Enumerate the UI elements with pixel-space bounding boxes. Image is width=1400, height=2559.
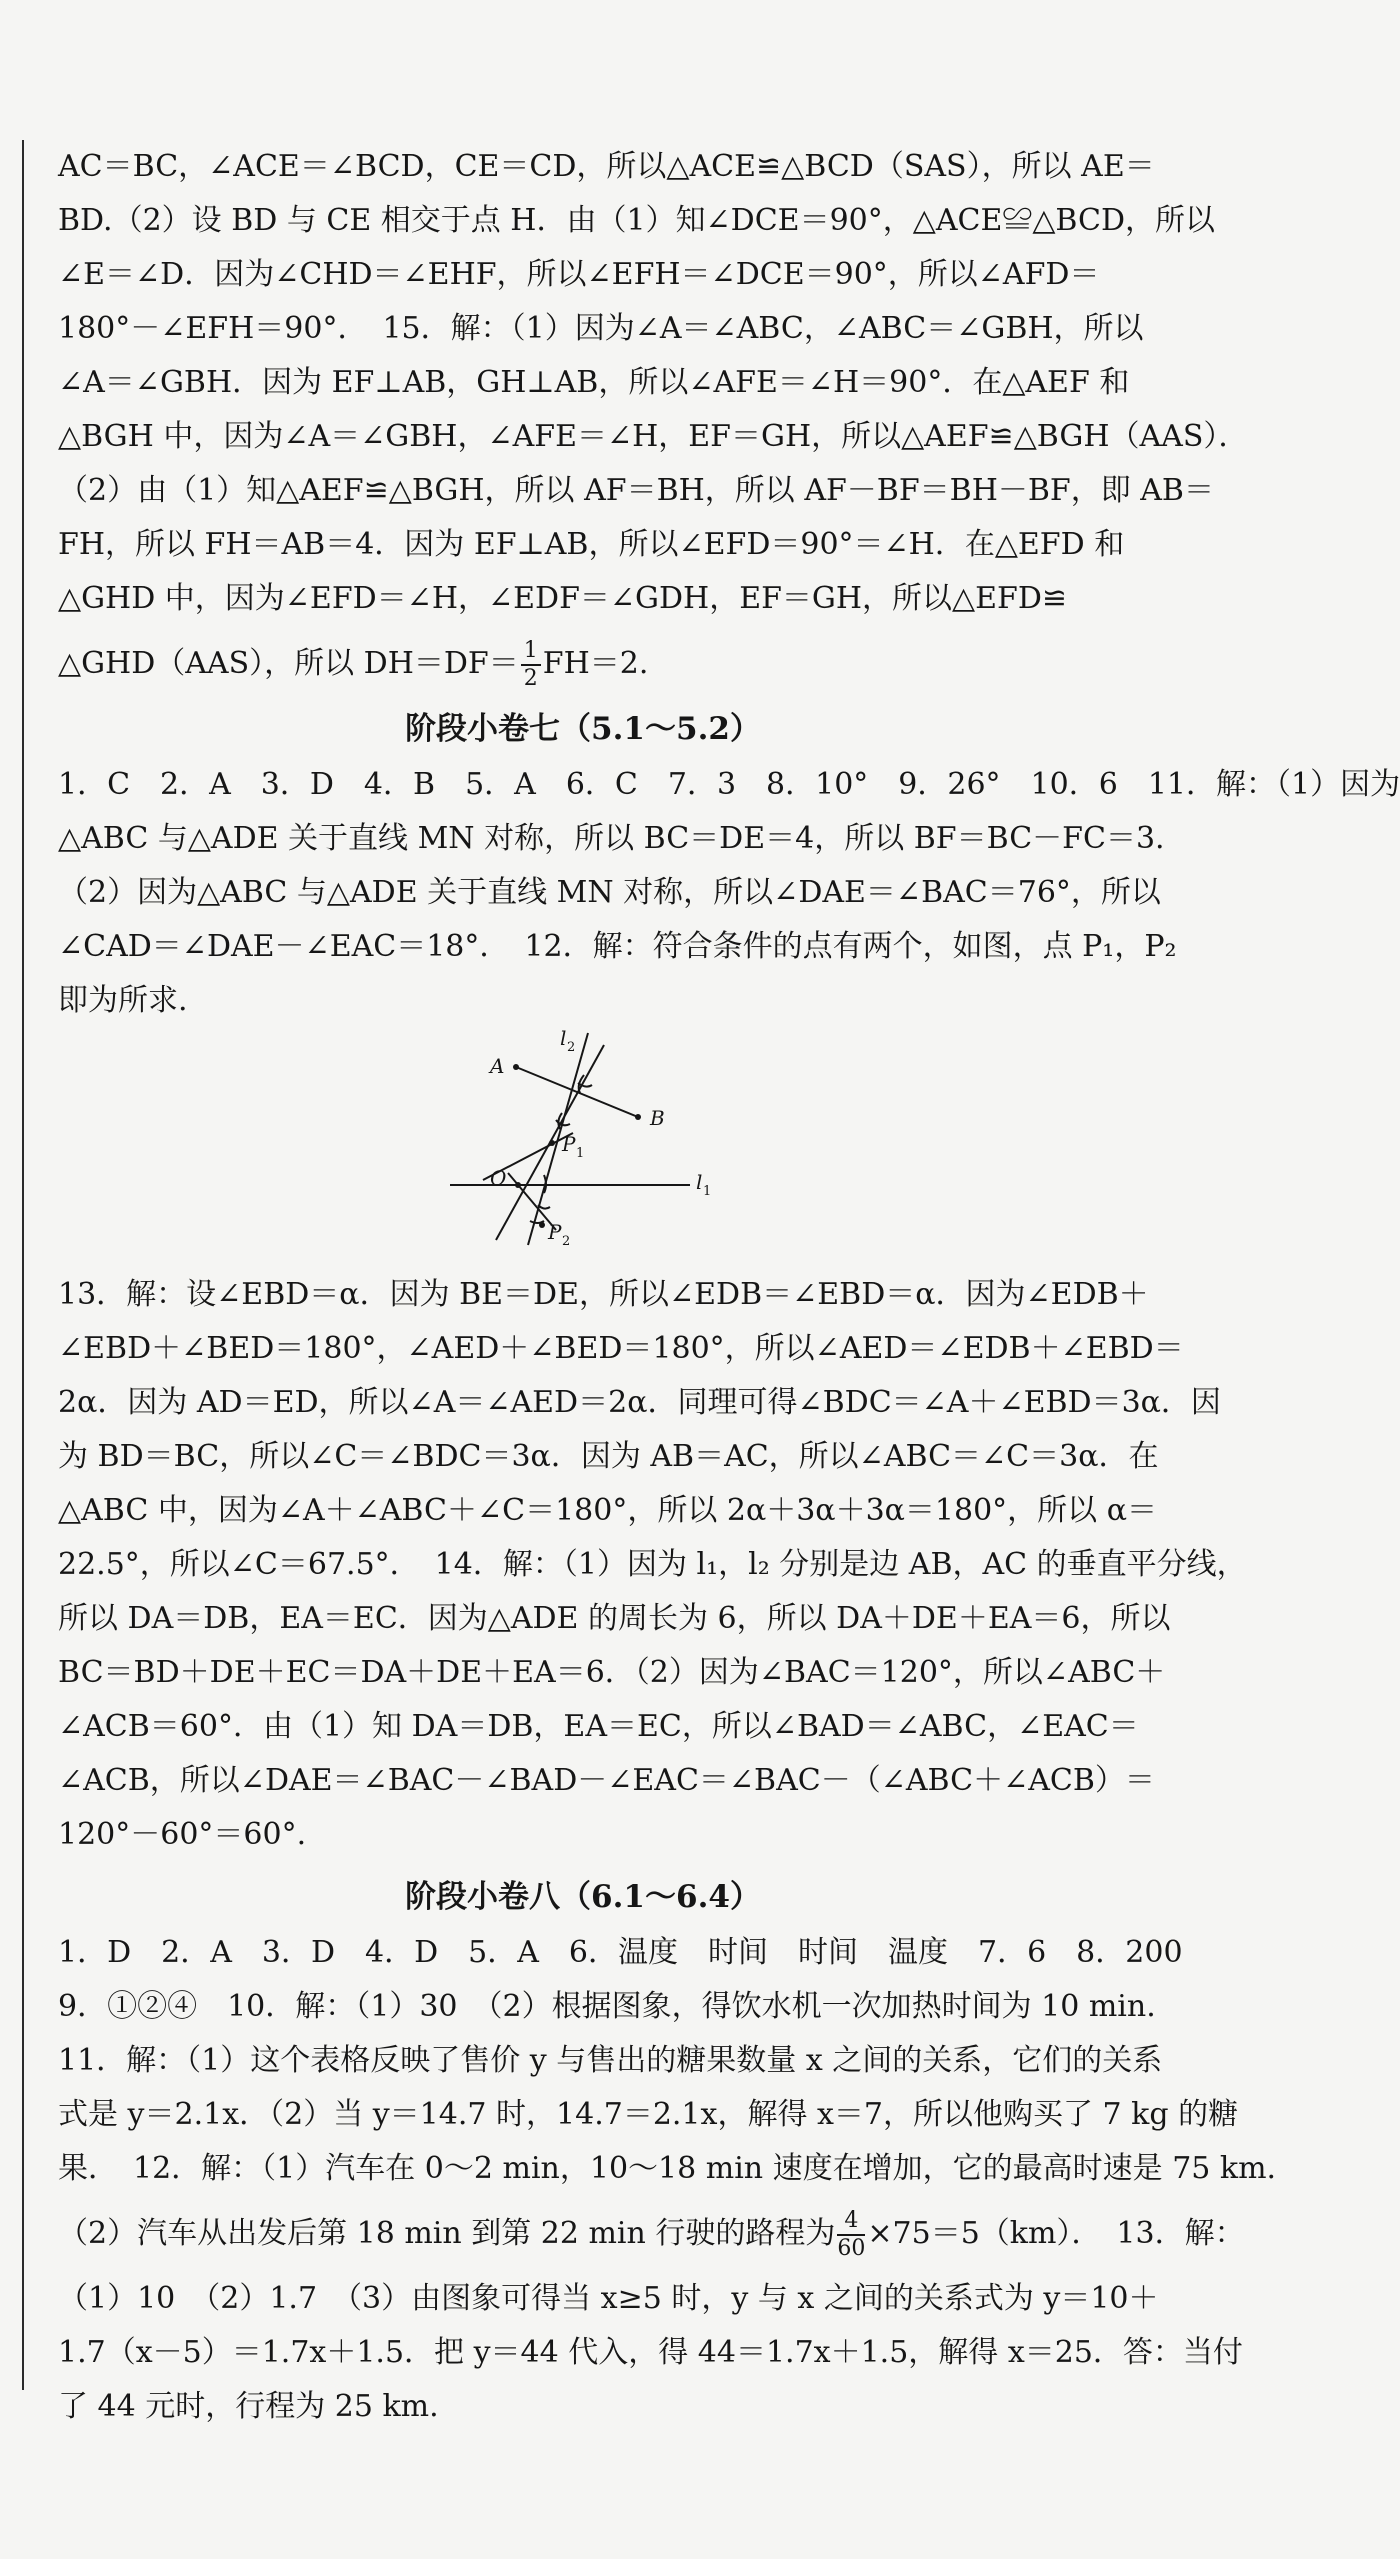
fraction: [837, 2208, 865, 2262]
fraction-denominator: 60: [837, 2236, 866, 2261]
line-l2: [528, 1033, 588, 1245]
text-segment: ×75＝5（km）． 13．解：: [867, 2216, 1245, 2251]
construction-arc: [538, 1205, 550, 1209]
text-line: 即为所求.: [58, 983, 188, 1018]
text-line: ∠EBD＋∠BED＝180°，∠AED＋∠BED＝180°，所以∠AED＝∠EDB＋∠EBD＝: [58, 1331, 1184, 1366]
margin-rule: [22, 140, 24, 2390]
text-line: 180°－∠EFH＝90°． 15．解：（1）因为∠A＝∠ABC，∠ABC＝∠GBH，所以: [58, 311, 1144, 346]
text-line: FH，所以 FH＝AB＝4．因为 EF⊥AB，所以∠EFD＝90°＝∠H．在△EFD 和: [58, 527, 1125, 562]
text-line: 了 44 元时，行程为 25 km.: [58, 2389, 439, 2424]
text-line: 13．解：设∠EBD＝α．因为 BE＝DE，所以∠EDB＝∠EBD＝α．因为∠EDB＋: [58, 1277, 1149, 1312]
text-line: 9．①②④ 10．解：（1）30 （2）根据图象，得饮水机一次加热时间为 10 min.: [58, 1989, 1156, 2024]
label-b: B: [650, 1106, 665, 1130]
label-p2: P: [548, 1220, 562, 1244]
text-line: 1．C 2．A 3．D 4．B 5．A 6．C 7．3 8．10° 9．26° 10．6 11．解：（1）因为: [58, 767, 1400, 802]
text-line: ∠A＝∠GBH．因为 EF⊥AB，GH⊥AB，所以∠AFE＝∠H＝90°．在△AEF 和: [58, 365, 1130, 400]
section-heading-8: 阶段小卷八（6.1～6.4）: [405, 1879, 761, 1915]
label-p1-sub: 1: [576, 1146, 585, 1161]
text-line-with-fraction: [58, 2196, 1245, 2272]
label-l2-sub: 2: [567, 1040, 576, 1055]
text-line: 120°－60°＝60°.: [58, 1817, 307, 1852]
text-line: △GHD 中，因为∠EFD＝∠H，∠EDF＝∠GDH，EF＝GH，所以△EFD≌: [58, 581, 1068, 616]
text-line: AC＝BC，∠ACE＝∠BCD，CE＝CD，所以△ACE≌△BCD（SAS），所以 AE＝: [58, 149, 1155, 184]
text-line: ∠ACB＝60°．由（1）知 DA＝DB，EA＝EC，所以∠BAD＝∠ABC，∠EAC＝: [58, 1709, 1139, 1744]
text-line: 11．解：（1）这个表格反映了售价 y 与售出的糖果数量 x 之间的关系，它们的关系: [58, 2043, 1163, 2078]
construction-diagram: [438, 1025, 738, 1255]
text-line: 所以 DA＝DB，EA＝EC．因为△ADE 的周长为 6，所以 DA＋DE＋EA＝6，所以: [58, 1601, 1171, 1636]
text-line-with-fraction: [58, 626, 1108, 702]
section-heading-7: 阶段小卷七（5.1～5.2）: [405, 711, 761, 747]
text-segment: △GHD（AAS），所以 DH＝DF＝: [58, 646, 519, 681]
label-l2: l: [560, 1026, 567, 1050]
text-line: ∠CAD＝∠DAE－∠EAC＝18°． 12．解：符合条件的点有两个，如图，点 P₁，P₂: [58, 929, 1177, 964]
text-line: BD.（2）设 BD 与 CE 相交于点 H．由（1）知∠DCE＝90°，△ACE≌△BCD，所以: [58, 203, 1216, 238]
text-line: ∠E＝∠D．因为∠CHD＝∠EHF，所以∠EFH＝∠DCE＝90°，所以∠AFD＝: [58, 257, 1100, 292]
point-b: [635, 1114, 641, 1120]
text-line: BC＝BD＋DE＋EC＝DA＋DE＋EA＝6．（2）因为∠BAC＝120°，所以∠ABC＋: [58, 1655, 1166, 1690]
point-o: [515, 1182, 521, 1188]
answer-block-1: [58, 140, 1249, 702]
fraction-numerator: 4: [837, 2208, 865, 2236]
text-line: （2）因为△ABC 与△ADE 关于直线 MN 对称，所以∠DAE＝∠BAC＝76°，所以: [58, 875, 1161, 910]
text-line: 1.7（x－5）＝1.7x＋1.5．把 y＝44 代入，得 44＝1.7x＋1.5，解得 x＝25．答：当付: [58, 2335, 1243, 2370]
text-segment: （2）汽车从出发后第 18 min 到第 22 min 行驶的路程为: [58, 2216, 836, 2251]
answer-block-2: [58, 758, 1400, 1028]
text-line: 为 BD＝BC，所以∠C＝∠BDC＝3α．因为 AB＝AC，所以∠ABC＝∠C＝3α．在: [58, 1439, 1159, 1474]
text-line: 2α．因为 AD＝ED，所以∠A＝∠AED＝2α．同理可得∠BDC＝∠A＋∠EBD＝3α．因: [58, 1385, 1221, 1420]
point-a: [513, 1064, 519, 1070]
label-a: A: [490, 1054, 505, 1078]
fraction-numerator: 1: [521, 638, 541, 666]
label-o: O: [490, 1166, 507, 1190]
text-line: 果． 12．解：（1）汽车在 0～2 min，10～18 min 速度在增加，它的最高时速是 75 km.: [58, 2151, 1277, 2186]
label-l1: l: [696, 1170, 703, 1194]
text-line: 式是 y＝2.1x．（2）当 y＝14.7 时，14.7＝2.1x，解得 x＝7，所以他购买了 7 kg 的糖: [58, 2097, 1239, 2132]
text-line: （1）10 （2）1.7 （3）由图象可得当 x≥5 时，y 与 x 之间的关系式为 y＝10＋: [58, 2281, 1159, 2316]
label-p1: P: [562, 1132, 576, 1156]
text-line: （2）由（1）知△AEF≌△BGH，所以 AF＝BH，所以 AF－BF＝BH－BF，即 AB＝: [58, 473, 1214, 508]
text-line: 1．D 2．A 3．D 4．D 5．A 6．温度 时间 时间 温度 7．6 8．200: [58, 1935, 1183, 1970]
text-line: ∠ACB，所以∠DAE＝∠BAC－∠BAD－∠EAC＝∠BAC－（∠ABC＋∠ACB）＝: [58, 1763, 1155, 1798]
text-segment: FH＝2.: [542, 646, 649, 681]
label-l1-sub: 1: [703, 1184, 712, 1199]
geometry-figure: [438, 1025, 738, 1255]
text-line: △BGH 中，因为∠A＝∠GBH，∠AFE＝∠H，EF＝GH，所以△AEF≌△BGH（AAS）．: [58, 419, 1249, 454]
point-p2: [539, 1222, 545, 1228]
point-p1: [549, 1140, 555, 1146]
text-line: △ABC 中，因为∠A＋∠ABC＋∠C＝180°，所以 2α＋3α＋3α＝180°，所以 α＝: [58, 1493, 1157, 1528]
fraction: [521, 638, 541, 692]
text-line: 22.5°，所以∠C＝67.5°． 14．解：（1）因为 l₁，l₂ 分别是边 AB，AC 的垂直平分线，: [58, 1547, 1247, 1582]
answer-block-3: [58, 1268, 1247, 1862]
answer-block-4: [58, 1926, 1277, 2434]
text-line: △ABC 与△ADE 关于直线 MN 对称，所以 BC＝DE＝4，所以 BF＝BC－FC＝3.: [58, 821, 1165, 856]
label-p2-sub: 2: [562, 1234, 571, 1249]
fraction-denominator: 2: [523, 666, 538, 691]
